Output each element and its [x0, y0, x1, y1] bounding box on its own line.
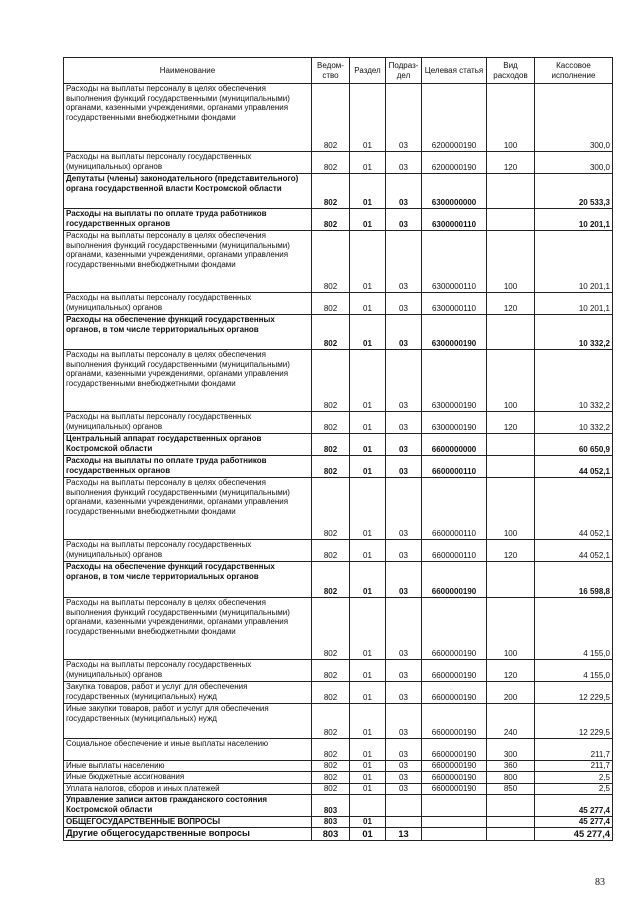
cell-summa: 20 533,3	[535, 174, 613, 209]
cell-summa: 4 155,0	[535, 598, 613, 660]
cell-podrazdel: 03	[386, 682, 422, 704]
table-header-row	[64, 58, 613, 84]
table-row	[64, 478, 613, 540]
cell-summa: 44 052,1	[535, 540, 613, 562]
table-row	[64, 817, 613, 828]
table-row	[64, 739, 613, 761]
cell-name: Расходы на выплаты персоналу в целях обеспечения выполнения функций государственными (муниципальными) органами, казенными учреждениями, органами управления государственными внебюджетными фондами	[64, 84, 312, 152]
cell-vid: 120	[487, 660, 535, 682]
cell-ved: 803	[312, 828, 350, 841]
cell-vid	[487, 795, 535, 817]
cell-razdel: 01	[350, 772, 386, 784]
cell-podrazdel: 03	[386, 84, 422, 152]
cell-name: Центральный аппарат государственных органов Костромской области	[64, 434, 312, 456]
cell-name: Расходы на выплаты персоналу государственных (муниципальных) органов	[64, 412, 312, 434]
cell-vid	[487, 456, 535, 478]
cell-ved: 802	[312, 350, 350, 412]
cell-ved: 802	[312, 660, 350, 682]
header-statya: Целевая статья	[422, 58, 487, 84]
cell-podrazdel: 03	[386, 434, 422, 456]
cell-name: Расходы на выплаты по оплате труда работников государственных органов	[64, 209, 312, 231]
cell-vid	[487, 817, 535, 828]
cell-razdel: 01	[350, 456, 386, 478]
cell-summa: 10 201,1	[535, 293, 613, 315]
table-row	[64, 84, 613, 152]
table-row	[64, 540, 613, 562]
cell-statya: 6600000190	[422, 598, 487, 660]
cell-ved: 802	[312, 478, 350, 540]
cell-name: Расходы на обеспечение функций государственных органов, в том числе территориальных органов	[64, 315, 312, 350]
cell-vid: 800	[487, 772, 535, 784]
cell-ved: 802	[312, 315, 350, 350]
table-row	[64, 412, 613, 434]
cell-summa: 45 277,4	[535, 828, 613, 841]
cell-razdel: 01	[350, 174, 386, 209]
cell-podrazdel: 03	[386, 562, 422, 598]
cell-statya: 6300000190	[422, 412, 487, 434]
cell-vid: 100	[487, 84, 535, 152]
cell-statya: 6600000190	[422, 704, 487, 739]
table-row	[64, 660, 613, 682]
cell-podrazdel: 03	[386, 209, 422, 231]
cell-statya: 6300000190	[422, 350, 487, 412]
cell-razdel: 01	[350, 209, 386, 231]
cell-vid	[487, 828, 535, 841]
cell-summa: 2,5	[535, 772, 613, 784]
cell-name: Иные закупки товаров, работ и услуг для обеспечения государственных (муниципальных) нужд	[64, 704, 312, 739]
cell-ved: 802	[312, 412, 350, 434]
cell-name: Расходы на выплаты персоналу государственных (муниципальных) органов	[64, 660, 312, 682]
cell-vid: 120	[487, 540, 535, 562]
cell-ved: 802	[312, 456, 350, 478]
cell-razdel: 01	[350, 739, 386, 761]
cell-statya: 6200000190	[422, 152, 487, 174]
cell-name: Расходы на выплаты персоналу в целях обеспечения выполнения функций государственными (муниципальными) органами, казенными учреждениями, органами управления государственными внебюджетными фондами	[64, 478, 312, 540]
cell-summa: 300,0	[535, 152, 613, 174]
cell-razdel: 01	[350, 562, 386, 598]
cell-podrazdel: 03	[386, 704, 422, 739]
cell-summa: 45 277,4	[535, 817, 613, 828]
cell-ved: 802	[312, 598, 350, 660]
cell-ved: 802	[312, 293, 350, 315]
cell-ved: 802	[312, 540, 350, 562]
page-number: 83	[595, 877, 605, 888]
cell-razdel: 01	[350, 293, 386, 315]
cell-podrazdel: 03	[386, 152, 422, 174]
cell-summa: 44 052,1	[535, 456, 613, 478]
cell-statya: 6600000110	[422, 478, 487, 540]
cell-ved: 802	[312, 174, 350, 209]
cell-name: ОБЩЕГОСУДАРСТВЕННЫЕ ВОПРОСЫ	[64, 817, 312, 828]
table-row	[64, 828, 613, 841]
cell-ved: 802	[312, 682, 350, 704]
cell-name: Расходы на выплаты персоналу в целях обеспечения выполнения функций государственными (муниципальными) органами, казенными учреждениями, органами управления государственными внебюджетными фондами	[64, 231, 312, 293]
cell-name: Расходы на выплаты персоналу государственных (муниципальных) органов	[64, 540, 312, 562]
cell-podrazdel: 03	[386, 231, 422, 293]
cell-razdel: 01	[350, 540, 386, 562]
cell-vid: 100	[487, 478, 535, 540]
cell-ved: 803	[312, 817, 350, 828]
cell-podrazdel: 03	[386, 315, 422, 350]
cell-name: Другие общегосударственные вопросы	[64, 828, 312, 841]
header-razdel: Раздел	[350, 58, 386, 84]
cell-vid: 120	[487, 412, 535, 434]
cell-summa: 45 277,4	[535, 795, 613, 817]
cell-razdel: 01	[350, 231, 386, 293]
budget-table	[63, 57, 613, 841]
cell-vid	[487, 315, 535, 350]
cell-razdel: 01	[350, 315, 386, 350]
cell-name: Расходы на выплаты персоналу государственных (муниципальных) органов	[64, 152, 312, 174]
table-row	[64, 152, 613, 174]
cell-razdel: 01	[350, 350, 386, 412]
cell-statya: 6600000190	[422, 660, 487, 682]
cell-statya: 6600000190	[422, 772, 487, 784]
cell-summa: 10 201,1	[535, 231, 613, 293]
cell-razdel: 01	[350, 828, 386, 841]
cell-name: Расходы на выплаты персоналу в целях обеспечения выполнения функций государственными (муниципальными) органами, казенными учреждениями, органами управления государственными внебюджетными фондами	[64, 350, 312, 412]
cell-name: Расходы на обеспечение функций государственных органов, в том числе территориальных органов	[64, 562, 312, 598]
cell-statya: 6300000000	[422, 174, 487, 209]
cell-razdel: 01	[350, 84, 386, 152]
cell-summa: 211,7	[535, 761, 613, 772]
cell-name: Расходы на выплаты персоналу государственных (муниципальных) органов	[64, 293, 312, 315]
table-row	[64, 315, 613, 350]
cell-name: Расходы на выплаты персоналу в целях обеспечения выполнения функций государственными (муниципальными) органами, казенными учреждениями, органами управления государственными внебюджетными фондами	[64, 598, 312, 660]
cell-ved: 802	[312, 84, 350, 152]
cell-statya: 6300000110	[422, 293, 487, 315]
cell-statya: 6600000190	[422, 739, 487, 761]
cell-name: Социальное обеспечение и иные выплаты населению	[64, 739, 312, 761]
cell-podrazdel: 03	[386, 739, 422, 761]
cell-razdel: 01	[350, 598, 386, 660]
cell-statya: 6300000190	[422, 315, 487, 350]
cell-vid: 850	[487, 784, 535, 795]
cell-summa: 10 332,2	[535, 315, 613, 350]
cell-statya: 6600000190	[422, 761, 487, 772]
cell-summa: 211,7	[535, 739, 613, 761]
cell-vid: 120	[487, 152, 535, 174]
cell-name: Расходы на выплаты по оплате труда работников государственных органов	[64, 456, 312, 478]
table-row	[64, 456, 613, 478]
table-row	[64, 209, 613, 231]
cell-vid	[487, 434, 535, 456]
table-row	[64, 795, 613, 817]
cell-razdel	[350, 795, 386, 817]
cell-ved: 802	[312, 739, 350, 761]
cell-statya	[422, 828, 487, 841]
cell-summa: 60 650,9	[535, 434, 613, 456]
table-row	[64, 704, 613, 739]
cell-ved: 802	[312, 761, 350, 772]
cell-razdel: 01	[350, 434, 386, 456]
cell-summa: 2,5	[535, 784, 613, 795]
cell-summa: 12 229,5	[535, 682, 613, 704]
cell-vid: 360	[487, 761, 535, 772]
cell-ved: 802	[312, 209, 350, 231]
cell-ved: 802	[312, 152, 350, 174]
cell-podrazdel	[386, 817, 422, 828]
cell-name: Уплата налогов, сборов и иных платежей	[64, 784, 312, 795]
cell-vid: 100	[487, 231, 535, 293]
cell-razdel: 01	[350, 412, 386, 434]
cell-vid	[487, 209, 535, 231]
cell-razdel: 01	[350, 682, 386, 704]
cell-summa: 44 052,1	[535, 478, 613, 540]
cell-podrazdel: 03	[386, 478, 422, 540]
table-row	[64, 174, 613, 209]
table-row	[64, 784, 613, 795]
cell-statya: 6200000190	[422, 84, 487, 152]
cell-razdel: 01	[350, 152, 386, 174]
cell-summa: 12 229,5	[535, 704, 613, 739]
table-row	[64, 434, 613, 456]
table-row	[64, 562, 613, 598]
table-row	[64, 350, 613, 412]
cell-ved: 802	[312, 434, 350, 456]
table-row	[64, 293, 613, 315]
cell-vid: 240	[487, 704, 535, 739]
cell-statya: 6600000190	[422, 562, 487, 598]
cell-vid: 120	[487, 293, 535, 315]
cell-name: Иные выплаты населению	[64, 761, 312, 772]
header-name: Наименование	[64, 58, 312, 84]
cell-name: Закупка товаров, работ и услуг для обеспечения государственных (муниципальных) нужд	[64, 682, 312, 704]
cell-name: Депутаты (члены) законодательного (представительного) органа государственной власти Костромской области	[64, 174, 312, 209]
cell-vid	[487, 174, 535, 209]
cell-name: Иные бюджетные ассигнования	[64, 772, 312, 784]
cell-ved: 802	[312, 772, 350, 784]
cell-vid: 100	[487, 598, 535, 660]
cell-ved: 802	[312, 704, 350, 739]
header-podrazdel: Подраз-дел	[386, 58, 422, 84]
cell-podrazdel	[386, 795, 422, 817]
table-row	[64, 772, 613, 784]
table-row	[64, 682, 613, 704]
cell-ved: 802	[312, 562, 350, 598]
cell-podrazdel: 03	[386, 761, 422, 772]
cell-summa: 10 332,2	[535, 412, 613, 434]
cell-summa: 4 155,0	[535, 660, 613, 682]
cell-statya: 6600000190	[422, 682, 487, 704]
cell-statya: 6300000110	[422, 231, 487, 293]
cell-podrazdel: 13	[386, 828, 422, 841]
cell-statya: 6300000110	[422, 209, 487, 231]
cell-ved: 802	[312, 231, 350, 293]
cell-statya: 6600000110	[422, 456, 487, 478]
cell-podrazdel: 03	[386, 660, 422, 682]
cell-summa: 300,0	[535, 84, 613, 152]
cell-ved: 803	[312, 795, 350, 817]
cell-statya	[422, 795, 487, 817]
cell-statya: 6600000110	[422, 540, 487, 562]
table-row	[64, 598, 613, 660]
cell-vid	[487, 562, 535, 598]
cell-statya: 6600000000	[422, 434, 487, 456]
cell-razdel: 01	[350, 817, 386, 828]
cell-podrazdel: 03	[386, 350, 422, 412]
cell-podrazdel: 03	[386, 456, 422, 478]
cell-podrazdel: 03	[386, 540, 422, 562]
table-row	[64, 231, 613, 293]
table-body	[64, 84, 613, 841]
cell-podrazdel: 03	[386, 412, 422, 434]
cell-razdel: 01	[350, 478, 386, 540]
cell-podrazdel: 03	[386, 772, 422, 784]
cell-statya: 6600000190	[422, 784, 487, 795]
cell-razdel: 01	[350, 704, 386, 739]
cell-podrazdel: 03	[386, 174, 422, 209]
cell-vid: 300	[487, 739, 535, 761]
cell-ved: 802	[312, 784, 350, 795]
cell-razdel: 01	[350, 660, 386, 682]
header-summa: Кассовое исполнение	[535, 58, 613, 84]
cell-summa: 10 201,1	[535, 209, 613, 231]
cell-statya	[422, 817, 487, 828]
cell-name: Управление записи актов гражданского состояния Костромской области	[64, 795, 312, 817]
cell-vid: 100	[487, 350, 535, 412]
cell-summa: 16 598,8	[535, 562, 613, 598]
cell-podrazdel: 03	[386, 598, 422, 660]
cell-podrazdel: 03	[386, 293, 422, 315]
header-ved: Ведом-ство	[312, 58, 350, 84]
header-vid: Вид расходов	[487, 58, 535, 84]
cell-summa: 10 332,2	[535, 350, 613, 412]
cell-podrazdel: 03	[386, 784, 422, 795]
table-row	[64, 761, 613, 772]
cell-razdel: 01	[350, 784, 386, 795]
cell-razdel: 01	[350, 761, 386, 772]
cell-vid: 200	[487, 682, 535, 704]
